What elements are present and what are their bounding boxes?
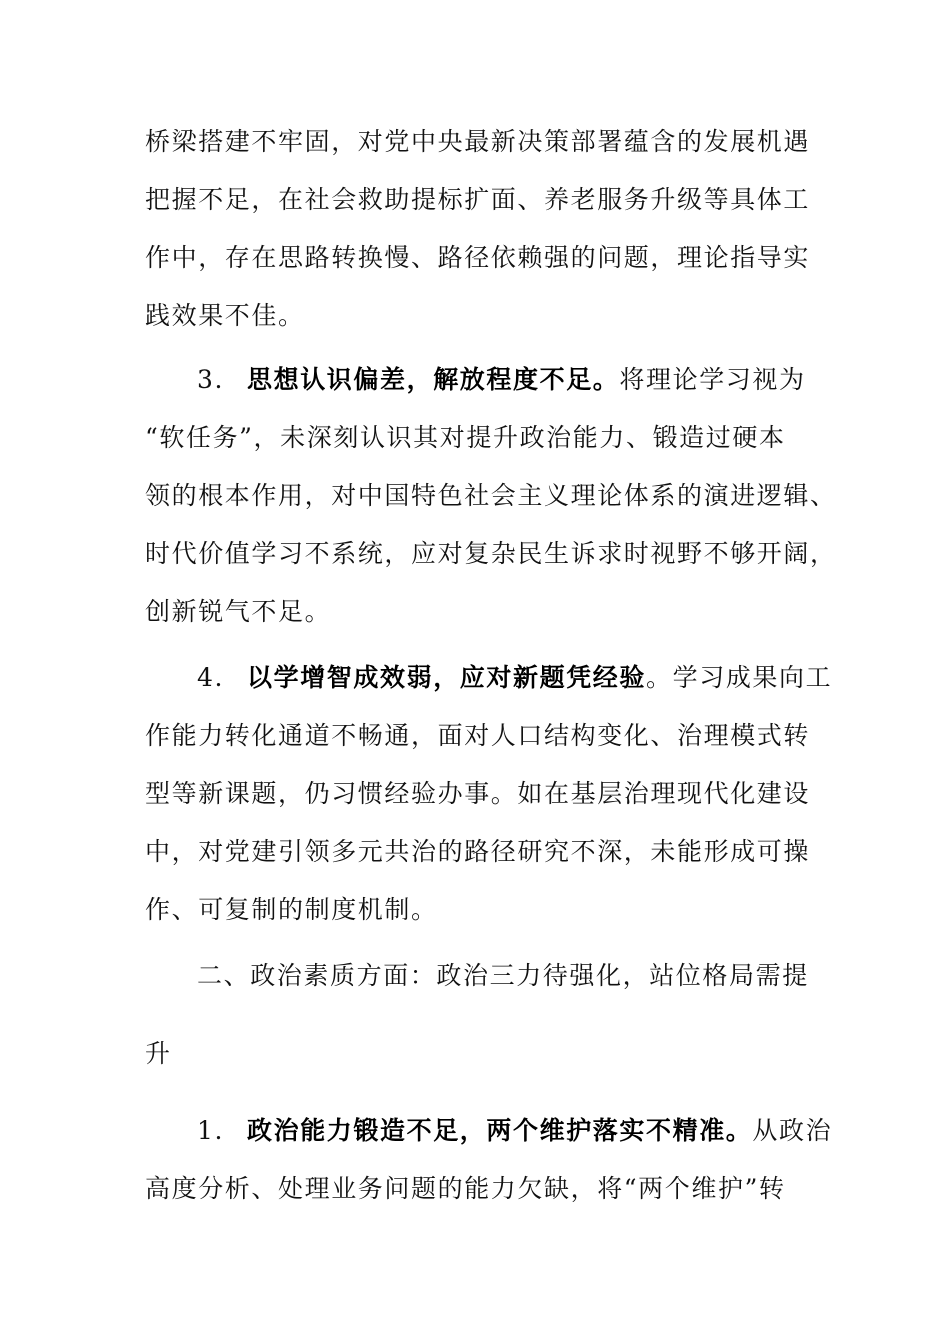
item-heading: 以学增智成效弱，应对新题凭经验 bbox=[247, 663, 647, 692]
item-number: 1. bbox=[197, 1116, 225, 1145]
section-title: 二、政治素质方面：政治三力待强化，站位格局需提 bbox=[197, 961, 809, 990]
item-number: 4. bbox=[197, 663, 225, 692]
paragraph-line: 领的根本作用，对中国特色社会主义理论体系的演进逻辑、 bbox=[145, 481, 837, 510]
paragraph-line: 中，对党建引领多元共治的路径研究不深，未能形成可操 bbox=[145, 837, 811, 866]
list-item-3 bbox=[197, 364, 806, 396]
paragraph-line: 践效果不佳。 bbox=[145, 301, 305, 330]
item-text: 。学习成果向工 bbox=[646, 663, 833, 692]
paragraph-line: 高度分析、处理业务问题的能力欠缺，将“两个维护”转 bbox=[145, 1174, 786, 1203]
paragraph-line: 型等新课题，仍习惯经验办事。如在基层治理现代化建设 bbox=[145, 779, 811, 808]
paragraph-line: “软任务”，未深刻认识其对提升政治能力、锻造过硬本 bbox=[145, 423, 786, 452]
list-item-1 bbox=[197, 1115, 832, 1147]
paragraph-line: 时代价值学习不系统，应对复杂民生诉求时视野不够开阔， bbox=[145, 539, 837, 568]
section-title-cont: 升 bbox=[145, 1039, 172, 1068]
paragraph-line: 作能力转化通道不畅通，面对人口结构变化、治理模式转 bbox=[145, 721, 811, 750]
paragraph-line: 桥梁搭建不牢固，对党中央最新决策部署蕴含的发展机遇 bbox=[145, 127, 811, 156]
item-heading: 思想认识偏差，解放程度不足。 bbox=[247, 365, 620, 394]
paragraph-line: 作中，存在思路转换慢、路径依赖强的问题，理论指导实 bbox=[145, 243, 811, 272]
paragraph-line: 创新锐气不足。 bbox=[145, 597, 332, 626]
paragraph-line: 作、可复制的制度机制。 bbox=[145, 895, 438, 924]
paragraph-line: 把握不足，在社会救助提标扩面、养老服务升级等具体工 bbox=[145, 185, 811, 214]
item-text: 将理论学习视为 bbox=[619, 365, 806, 394]
list-item-4 bbox=[197, 662, 832, 694]
item-heading: 政治能力锻造不足，两个维护落实不精准。 bbox=[247, 1116, 753, 1145]
item-number: 3. bbox=[197, 365, 225, 394]
item-text: 从政治 bbox=[752, 1116, 833, 1145]
